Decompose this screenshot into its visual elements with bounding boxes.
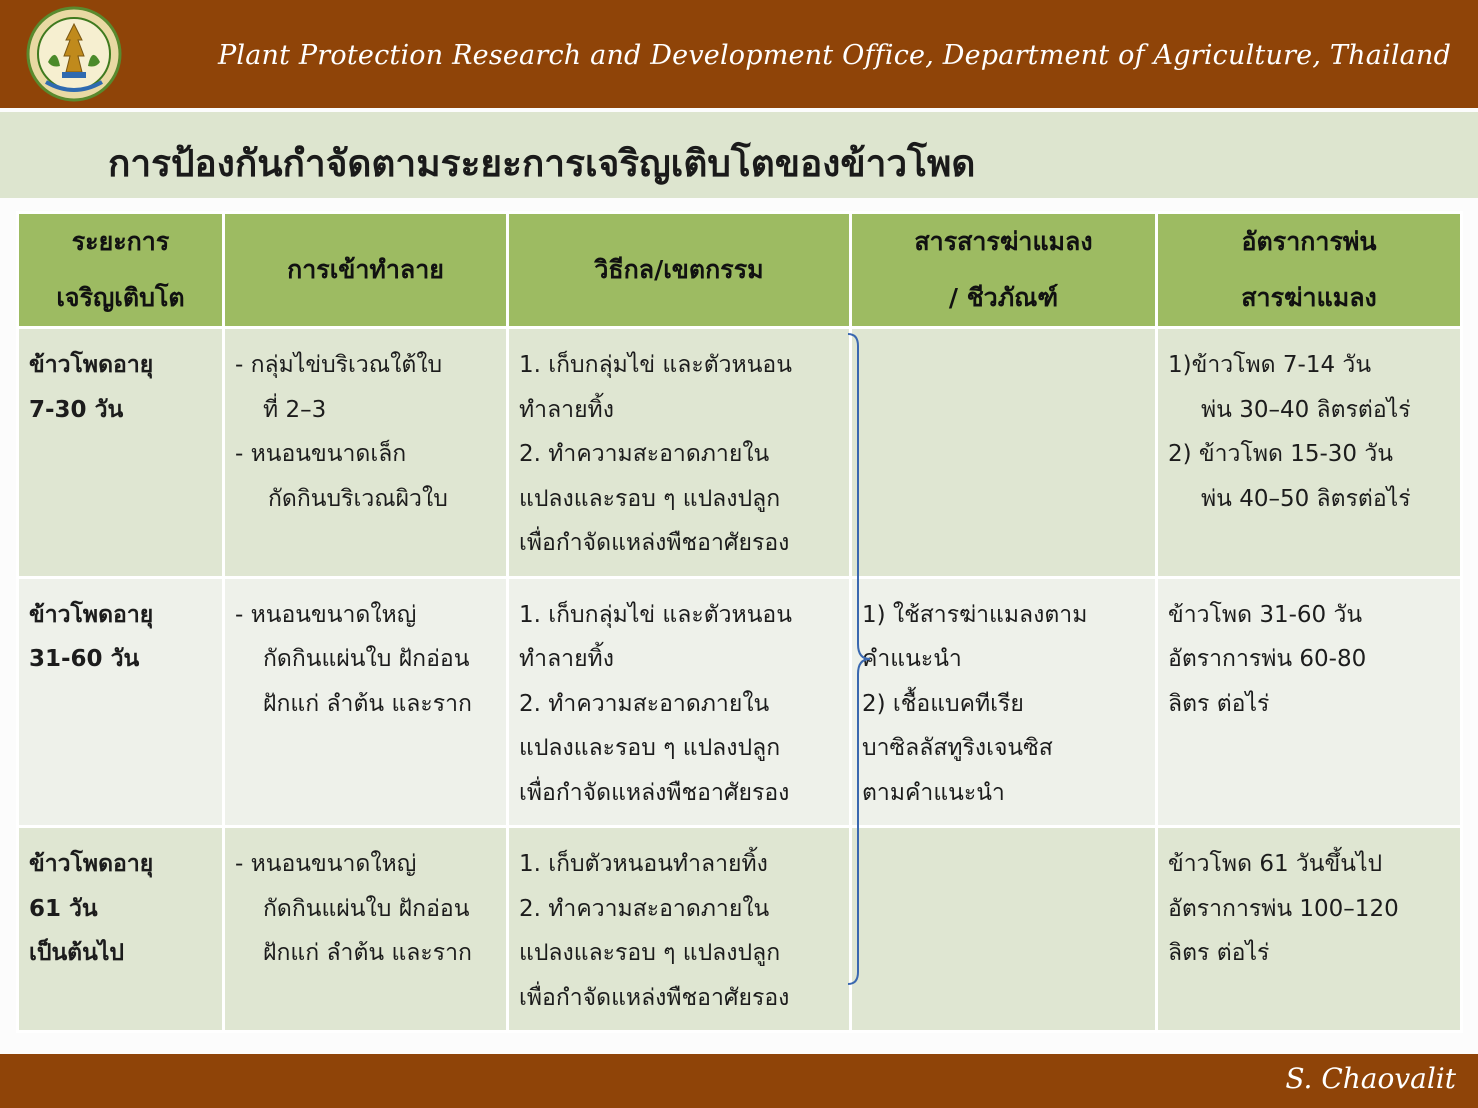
damage-cell: - หนอนขนาดใหญ่ กัดกินแผ่นใบ ฝักอ่อน ฝักแก่ ลำต้น และราก bbox=[224, 577, 508, 827]
stage-cell: ข้าวโพดอายุ 61 วัน เป็นต้นไป bbox=[18, 827, 224, 1032]
page-title: การป้องกันกำจัดตามระยะการเจริญเติบโตของข้าวโพด bbox=[108, 142, 976, 185]
header-growth-stage: ระยะการ เจริญเติบโต bbox=[18, 213, 224, 328]
header-spray-rate: อัตราการพ่น สารฆ่าแมลง bbox=[1157, 213, 1462, 328]
table-header-row bbox=[18, 213, 1462, 328]
author-signature: S. Chaovalit bbox=[1285, 1062, 1456, 1095]
top-banner bbox=[0, 0, 1478, 108]
growth-stage-table bbox=[16, 211, 1463, 1033]
damage-cell: - หนอนขนาดใหญ่ กัดกินแผ่นใบ ฝักอ่อน ฝักแก่ ลำต้น และราก bbox=[224, 827, 508, 1032]
office-title: Plant Protection Research and Development Office, Department of Agriculture, Thailand bbox=[218, 40, 1452, 71]
department-of-agriculture-seal-icon bbox=[26, 6, 122, 102]
header-damage: การเข้าทำลาย bbox=[224, 213, 508, 328]
spray-rate-cell: 1)ข้าวโพด 7-14 วัน พ่น 30–40 ลิตรต่อไร่ 2) ข้าวโพด 15-30 วัน พ่น 40–50 ลิตรต่อไร่ bbox=[1157, 328, 1462, 578]
header-mechanical-cultural: วิธีกล/เขตกรรม bbox=[508, 213, 851, 328]
chemicals-cell bbox=[851, 827, 1157, 1032]
stage-cell: ข้าวโพดอายุ 31-60 วัน bbox=[18, 577, 224, 827]
methods-cell: 1. เก็บกลุ่มไข่ และตัวหนอน ทำลายทิ้ง 2. ทำความสะอาดภายใน แปลงและรอบ ๆ แปลงปลูก เพื่อกำจัดแหล่งพืชอาศัยรอง bbox=[508, 577, 851, 827]
chemicals-cell bbox=[851, 328, 1157, 578]
table-row bbox=[18, 827, 1462, 1032]
damage-cell: - กลุ่มไข่บริเวณใต้ใบ ที่ 2–3 - หนอนขนาดเล็ก กัดกินบริเวณผิวใบ bbox=[224, 328, 508, 578]
grouping-brace bbox=[842, 332, 874, 986]
header-insecticide-biological: สารสารฆ่าแมลง / ชีวภัณฑ์ bbox=[851, 213, 1157, 328]
spray-rate-cell: ข้าวโพด 31-60 วัน อัตราการพ่น 60-80 ลิตร ต่อไร่ bbox=[1157, 577, 1462, 827]
methods-cell: 1. เก็บกลุ่มไข่ และตัวหนอน ทำลายทิ้ง 2. ทำความสะอาดภายใน แปลงและรอบ ๆ แปลงปลูก เพื่อกำจัดแหล่งพืชอาศัยรอง bbox=[508, 328, 851, 578]
stage-cell: ข้าวโพดอายุ 7-30 วัน bbox=[18, 328, 224, 578]
methods-cell: 1. เก็บตัวหนอนทำลายทิ้ง 2. ทำความสะอาดภายใน แปลงและรอบ ๆ แปลงปลูก เพื่อกำจัดแหล่งพืชอาศัยรอง bbox=[508, 827, 851, 1032]
spray-rate-cell: ข้าวโพด 61 วันขึ้นไป อัตราการพ่น 100–120 ลิตร ต่อไร่ bbox=[1157, 827, 1462, 1032]
bottom-banner bbox=[0, 1054, 1478, 1108]
chemicals-cell: 1) ใช้สารฆ่าแมลงตาม คำแนะนำ 2) เชื้อแบคทีเรีย บาซิลลัสทูริงเจนซิส ตามคำแนะนำ bbox=[851, 577, 1157, 827]
table-row bbox=[18, 577, 1462, 827]
table-row bbox=[18, 328, 1462, 578]
